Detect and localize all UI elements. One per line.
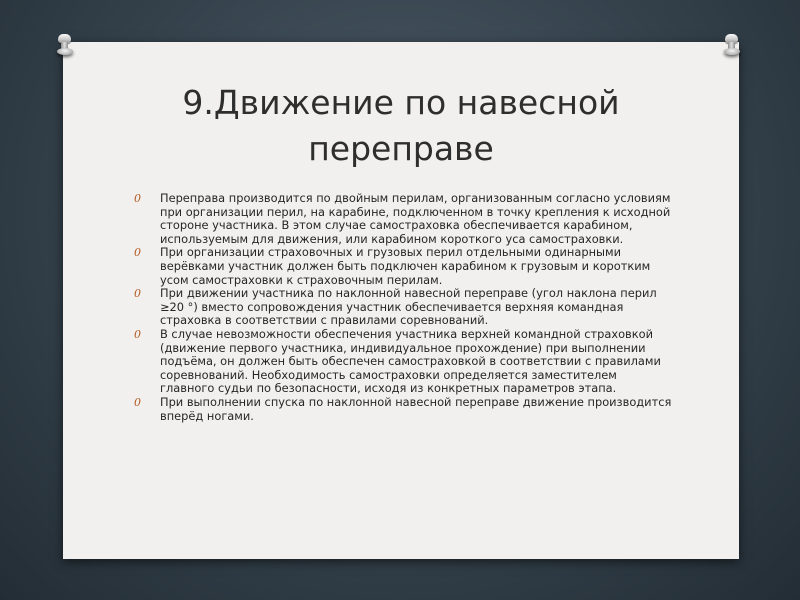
bullet-text: При организации страховочных и грузовых перил отдельными одинарными верёвками участник должен быть подключен карабином к грузовым и коротким усом самостраховки к страховочным перилам. (160, 245, 651, 287)
slide-title (63, 80, 739, 172)
pushpin-left-icon (57, 34, 73, 56)
bullet-marker-icon: 0 (134, 287, 141, 301)
bullet-marker-icon: 0 (134, 246, 141, 260)
bullet-text: Переправа производится по двойным перилам, организованным согласно условиям при организации перил, на карабине, подключенном в точку крепления к исходной стороне участника. В этом случае самостраховка обеспечивается карабином, используемым для движения, или карабином короткого уса самостраховки. (160, 191, 671, 246)
bullet-item (134, 246, 674, 287)
bullet-marker-icon: 0 (134, 395, 141, 409)
bullet-item (134, 328, 674, 396)
slide-title-line-1: 9.Движение по навесной (182, 83, 620, 122)
bullet-item (134, 287, 674, 328)
bullet-text: При выполнении спуска по наклонной навесной переправе движение производится вперёд ногами. (160, 394, 672, 423)
bullet-text: В случае невозможности обеспечения участника верхней командной страховкой (движение первого участника, индивидуальное прохождение) при выполнении подъёма, он должен быть обеспечен самостраховкой в соответствии с правилами соревнований. Необходимость самостраховки определяется заместителем главного судьи по безопасности, исходя из конкретных параметров этапа. (160, 326, 661, 396)
bullet-item (134, 192, 674, 246)
bullet-item (134, 396, 674, 423)
bullet-marker-icon: 0 (134, 327, 141, 341)
slide-title-line-2: переправе (308, 129, 494, 168)
bullet-list (134, 192, 674, 423)
bullet-marker-icon: 0 (134, 192, 141, 205)
pushpin-right-icon (724, 34, 740, 56)
bullet-text: При движении участника по наклонной навесной переправе (угол наклона перил ≥20 °) вместо сопровождения участник обеспечивается верхняя командная страховка в соответствии с правилами соревнований. (160, 286, 657, 328)
